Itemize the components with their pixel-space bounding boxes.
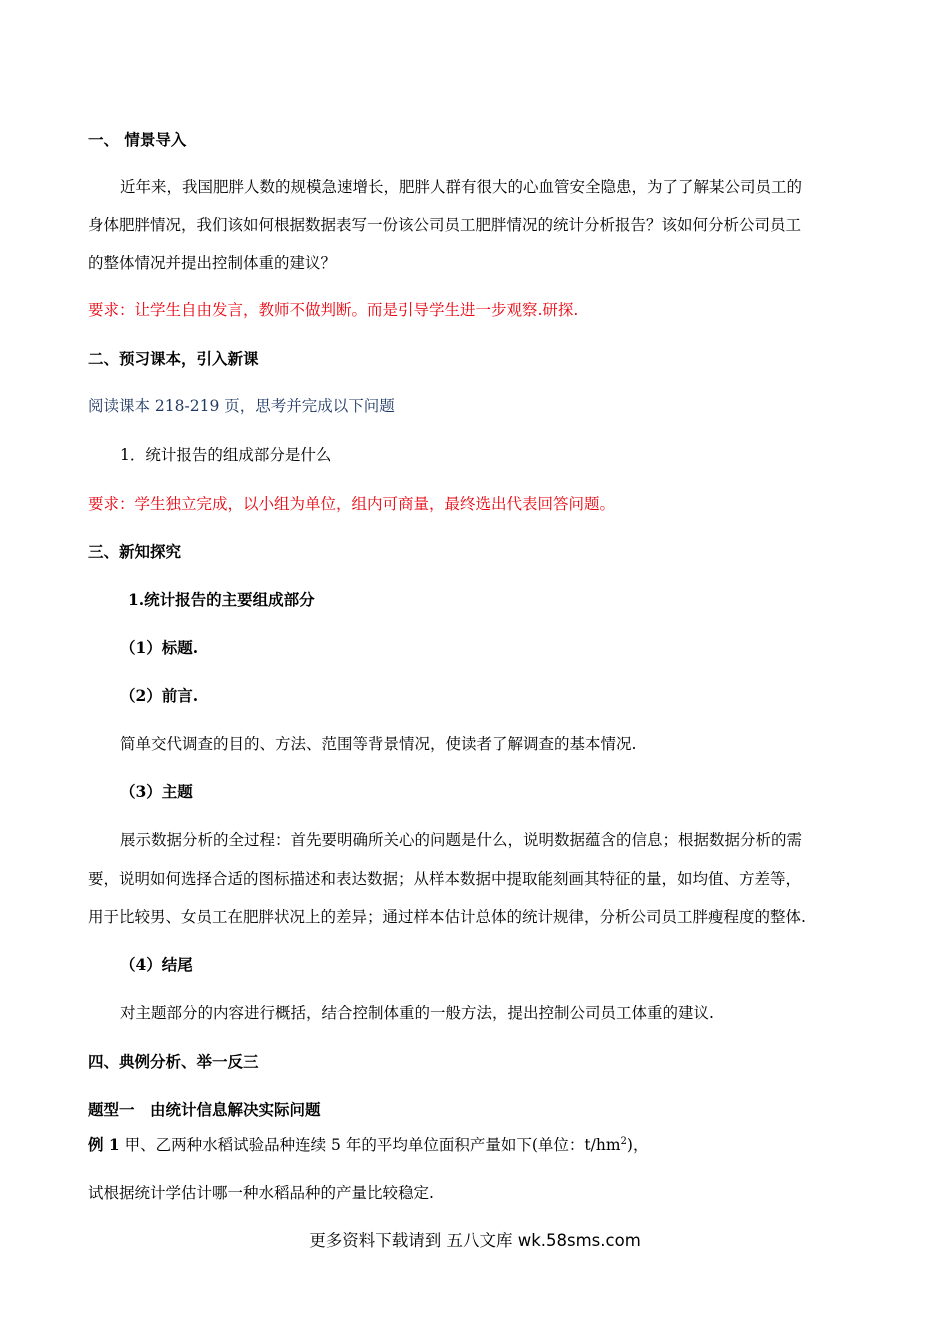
section-heading-3: 三、新知探究 [88, 542, 182, 561]
paragraph-line: 展示数据分析的全过程：首先要明确所关心的问题是什么，说明数据蕴含的信息；根据数据分析的需 [120, 831, 803, 849]
paragraph-line: 身体肥胖情况，我们该如何根据数据表写一份该公司员工肥胖情况的统计分析报告？该如何分析公司员工 [88, 216, 802, 234]
section-heading-1: 一、 情景导入 [88, 130, 187, 149]
paragraph-line: 简单交代调查的目的、方法、范围等背景情况，使读者了解调查的基本情况. [120, 735, 637, 753]
paragraph-line: 的整体情况并提出控制体重的建议？ [88, 254, 337, 272]
paragraph-line: 近年来，我国肥胖人数的规模急速增长，肥胖人群有很大的心血管安全隐患，为了了解某公司员工的 [120, 178, 803, 196]
part-title: （4）结尾 [120, 955, 193, 974]
paragraph-line: 要，说明如何选择合适的图标描述和表达数据；从样本数据中提取能刻画其特征的量，如均值、方差等， [88, 870, 802, 888]
paragraph-line: 用于比较男、女员工在肥胖状况上的差异；通过样本估计总体的统计规律，分析公司员工胖瘦程度的整体. [88, 908, 806, 926]
example-text: 甲、乙两种水稻试验品种连续 5 年的平均单位面积产量如下(单位：t/hm [119, 1136, 621, 1154]
superscript: 2 [620, 1135, 627, 1147]
problem-type-heading: 题型一 由统计信息解决实际问题 [88, 1100, 321, 1119]
part-title: （3）主题 [120, 782, 193, 801]
reading-instruction: 阅读课本 218-219 页，思考并完成以下问题 [88, 397, 395, 415]
example-label: 例 1 [88, 1135, 120, 1154]
subheading: 1.统计报告的主要组成部分 [128, 590, 315, 609]
footer-link-text: 更多资料下载请到 五八文库 wk.58sms.com [309, 1231, 641, 1250]
section-heading-2: 二、预习课本，引入新课 [88, 349, 259, 368]
paragraph-line: 对主题部分的内容进行概括，结合控制体重的一般方法，提出控制公司员工体重的建议. [120, 1004, 714, 1022]
requirement-note: 要求：让学生自由发言，教师不做判断。而是引导学生进一步观察.研探. [88, 301, 579, 319]
part-title: （2）前言. [120, 686, 199, 705]
section-heading-4: 四、典例分析、举一反三 [88, 1052, 259, 1071]
question-1: 1．统计报告的组成部分是什么 [120, 446, 332, 464]
part-title: （1）标题. [120, 638, 199, 657]
paragraph-line: 试根据统计学估计哪一种水稻品种的产量比较稳定. [88, 1184, 434, 1202]
example-text-end: )， [626, 1136, 649, 1154]
example-1 [88, 1134, 868, 1156]
requirement-note: 要求：学生独立完成，以小组为单位，组内可商量，最终选出代表回答问题。 [88, 495, 616, 513]
